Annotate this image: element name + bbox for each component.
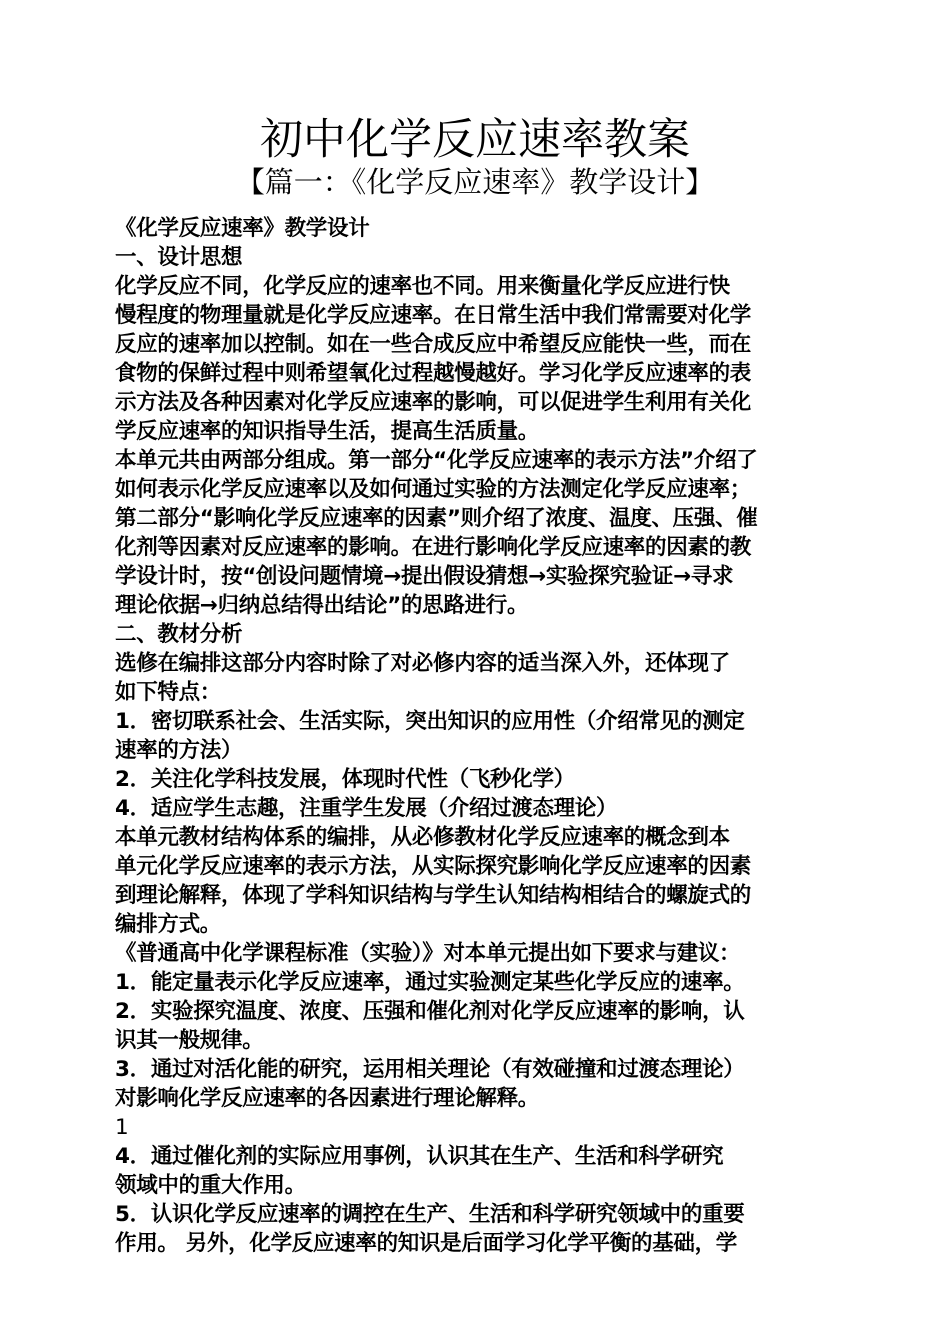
text-line: 理论依据→归纳总结得出结论”的思路进行。: [115, 593, 529, 618]
text-line: 反应的速率加以控制。如在一些合成反应中希望反应能快一些，而在: [115, 332, 752, 357]
text-line: 一、设计思想: [115, 245, 243, 270]
page-number: 1: [115, 1115, 129, 1140]
text-line: 速率的方法）: [115, 738, 243, 763]
text-line: 领域中的重大作用。: [115, 1173, 306, 1198]
text-line: 食物的保鲜过程中则希望氧化过程越慢越好。学习化学反应速率的表: [115, 361, 752, 386]
text-line: 4．适应学生志趣，注重学生发展（介绍过渡态理论）: [115, 796, 618, 821]
text-line: 作用。 另外，化学反应速率的知识是后面学习化学平衡的基础，学: [115, 1231, 737, 1256]
text-line: 单元化学反应速率的表示方法，从实际探究影响化学反应速率的因素: [115, 854, 752, 879]
document-body: [115, 214, 837, 1258]
text-line: 第二部分“影响化学反应速率的因素”则介绍了浓度、温度、压强、催: [115, 506, 758, 531]
text-line: 学反应速率的知识指导生活，提高生活质量。: [115, 419, 540, 444]
text-line: 《普通高中化学课程标准（实验）》对本单元提出如下要求与建议：: [115, 941, 741, 966]
text-line: 如下特点：: [115, 680, 222, 705]
text-line: 对影响化学反应速率的各因素进行理论解释。: [115, 1086, 540, 1111]
text-line: 学设计时，按“创设问题情境→提出假设猜想→实验探究验证→寻求: [115, 564, 734, 589]
text-line: 1．能定量表示化学反应速率，通过实验测定某些化学反应的速率。: [115, 970, 745, 995]
text-line: 化学反应不同，化学反应的速率也不同。用来衡量化学反应进行快: [115, 274, 730, 299]
text-line: 到理论解释，体现了学科知识结构与学生认知结构相结合的螺旋式的: [115, 883, 752, 908]
text-line: 4．通过催化剂的实际应用事例，认识其在生产、生活和科学研究: [115, 1144, 724, 1169]
text-line: 二、教材分析: [115, 622, 243, 647]
document-title: 初中化学反应速率教案: [260, 115, 690, 165]
text-line: 本单元共由两部分组成。第一部分“化学反应速率的表示方法”介绍了: [115, 448, 758, 473]
text-line: 5．认识化学反应速率的调控在生产、生活和科学研究领域中的重要: [115, 1202, 745, 1227]
text-line: 识其一般规律。: [115, 1028, 264, 1053]
text-line: 3．通过对活化能的研究，运用相关理论（有效碰撞和过渡态理论）: [115, 1057, 745, 1082]
document-subtitle: 【篇一：《化学反应速率》教学设计】: [235, 165, 715, 199]
text-line: 选修在编排这部分内容时除了对必修内容的适当深入外，还体现了: [115, 651, 730, 676]
text-line: 1．密切联系社会、生活实际，突出知识的应用性（介绍常见的测定: [115, 709, 745, 734]
text-line: 如何表示化学反应速率以及如何通过实验的方法测定化学反应速率；: [115, 477, 752, 502]
text-line: 2．关注化学科技发展，体现时代性（飞秒化学）: [115, 767, 575, 792]
text-line: 示方法及各种因素对化学反应速率的影响，可以促进学生利用有关化: [115, 390, 752, 415]
text-line: 慢程度的物理量就是化学反应速率。在日常生活中我们常需要对化学: [115, 303, 752, 328]
text-line: 本单元教材结构体系的编排，从必修教材化学反应速率的概念到本: [115, 825, 730, 850]
text-line: 《化学反应速率》教学设计: [115, 216, 370, 241]
text-line: 2．实验探究温度、浓度、压强和催化剂对化学反应速率的影响，认: [115, 999, 745, 1024]
text-line: 化剂等因素对反应速率的影响。在进行影响化学反应速率的因素的教: [115, 535, 752, 560]
text-line: 编排方式。: [115, 912, 222, 937]
